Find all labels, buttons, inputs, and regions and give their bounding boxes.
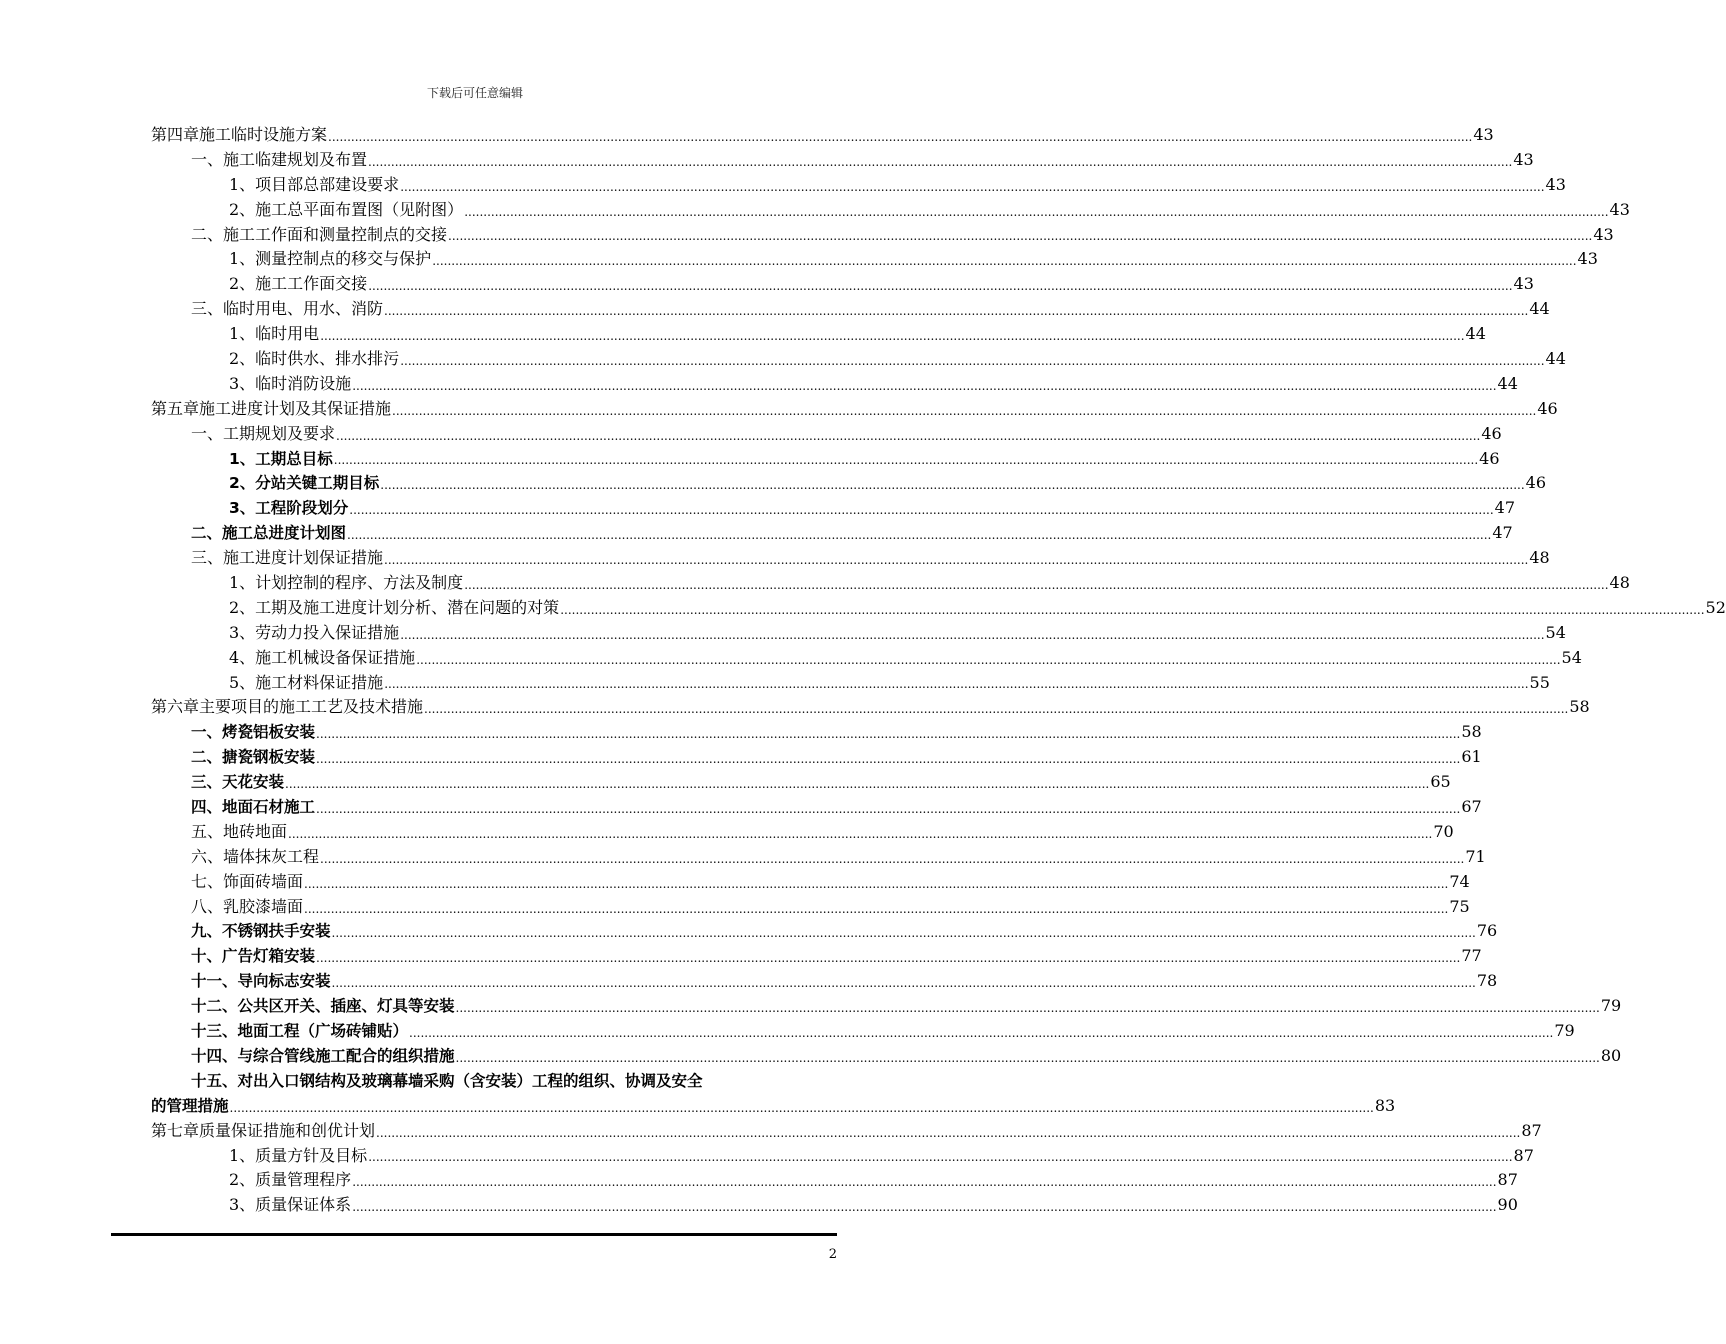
toc-leader-dots: ............................................................................................................................................................................................................................................................................................................ bbox=[400, 179, 1545, 194]
toc-entry-title: 第五章施工进度计划及其保证措施 bbox=[151, 398, 392, 418]
toc-leader-dots: ............................................................................................................................................................................................................................................................................................................ bbox=[380, 478, 1525, 493]
toc-entry[interactable] bbox=[151, 297, 1550, 322]
toc-leader-dots: ............................................................................................................................................................................................................................................................................................................ bbox=[316, 727, 1461, 742]
toc-entry-page: 74 bbox=[1449, 871, 1470, 891]
toc-entry-page: 47 bbox=[1494, 498, 1515, 518]
toc-leader-dots: ............................................................................................................................................................................................................................................................................................................ bbox=[416, 652, 1561, 667]
toc-entry[interactable] bbox=[151, 845, 1486, 870]
toc-entry-page: 48 bbox=[1529, 548, 1550, 568]
toc-entry[interactable] bbox=[151, 1144, 1534, 1169]
toc-entry-page: 54 bbox=[1545, 622, 1566, 642]
toc-entry[interactable] bbox=[151, 646, 1582, 671]
toc-entry-title: 三、天花安装 bbox=[191, 773, 285, 792]
toc-entry[interactable] bbox=[151, 223, 1614, 248]
toc-leader-dots: ............................................................................................................................................................................................................................................................................................................ bbox=[316, 951, 1461, 966]
toc-entry[interactable] bbox=[151, 695, 1590, 720]
table-of-contents bbox=[151, 123, 1726, 1218]
toc-entry-page: 44 bbox=[1465, 324, 1486, 344]
toc-leader-dots: ............................................................................................................................................................................................................................................................................................................ bbox=[352, 1175, 1497, 1190]
page-number: 2 bbox=[828, 1247, 837, 1262]
toc-leader-dots: ............................................................................................................................................................................................................................................................................................................ bbox=[352, 1200, 1497, 1215]
toc-entry-title: 十四、与综合管线施工配合的组织措施 bbox=[191, 1046, 455, 1065]
toc-entry[interactable] bbox=[151, 173, 1566, 198]
toc-entry-title: 三、临时用电、用水、消防 bbox=[191, 299, 384, 319]
toc-entry-page: 44 bbox=[1545, 349, 1566, 368]
toc-leader-dots: ............................................................................................................................................................................................................................................................................................................ bbox=[285, 777, 1430, 792]
toc-entry-title: 一、烤瓷铝板安装 bbox=[191, 723, 316, 742]
toc-entry-title: 的管理措施 bbox=[151, 1096, 229, 1115]
toc-entry-page: 65 bbox=[1430, 772, 1451, 792]
toc-leader-dots: ............................................................................................................................................................................................................................................................................................................ bbox=[349, 503, 1494, 518]
toc-leader-dots: ............................................................................................................................................................................................................................................................................................................ bbox=[368, 279, 1513, 294]
toc-entry[interactable] bbox=[151, 471, 1546, 496]
toc-entry-page: 67 bbox=[1461, 797, 1482, 817]
toc-entry[interactable] bbox=[151, 372, 1518, 397]
toc-leader-dots: ............................................................................................................................................................................................................................................................................................................ bbox=[400, 627, 1545, 642]
toc-entry[interactable] bbox=[151, 422, 1502, 447]
toc-entry-page: 87 bbox=[1521, 1120, 1542, 1140]
toc-entry-page: 48 bbox=[1609, 573, 1630, 593]
toc-entry-title: 十二、公共区开关、插座、灯具等安装 bbox=[191, 997, 455, 1016]
toc-leader-dots: ............................................................................................................................................................................................................................................................................................................ bbox=[352, 378, 1497, 393]
toc-entry-page: 78 bbox=[1476, 971, 1498, 991]
toc-entry-page: 43 bbox=[1513, 149, 1534, 169]
toc-entry-page: 58 bbox=[1461, 722, 1482, 742]
toc-entry-title: 1、项目部总部建设要求 bbox=[229, 174, 400, 194]
toc-entry[interactable] bbox=[151, 1119, 1542, 1144]
toc-entry[interactable] bbox=[151, 123, 1494, 148]
toc-entry-title: 六、墙体抹灰工程 bbox=[191, 846, 320, 866]
toc-entry-page: 46 bbox=[1479, 448, 1500, 468]
toc-entry-page: 47 bbox=[1492, 523, 1513, 543]
toc-entry[interactable] bbox=[151, 820, 1454, 845]
toc-entry[interactable] bbox=[151, 720, 1482, 745]
toc-entry[interactable] bbox=[151, 944, 1482, 969]
toc-leader-dots: ............................................................................................................................................................................................................................................................................................................ bbox=[304, 901, 1449, 916]
toc-entry[interactable] bbox=[151, 745, 1482, 770]
toc-entry[interactable] bbox=[151, 571, 1630, 596]
toc-entry[interactable] bbox=[151, 994, 1622, 1019]
toc-leader-dots: ............................................................................................................................................................................................................................................................................................................ bbox=[320, 329, 1465, 344]
footer-divider bbox=[111, 1233, 837, 1236]
toc-entry[interactable] bbox=[151, 1168, 1518, 1193]
toc-leader-dots: ............................................................................................................................................................................................................................................................................................................ bbox=[288, 826, 1433, 841]
toc-leader-dots: ............................................................................................................................................................................................................................................................................................................ bbox=[464, 577, 1609, 592]
toc-leader-dots: ............................................................................................................................................................................................................................................................................................................ bbox=[455, 1001, 1600, 1016]
toc-entry-page: 52 bbox=[1705, 597, 1726, 617]
toc-entry-title: 二、施工工作面和测量控制点的交接 bbox=[191, 224, 448, 244]
toc-entry-page: 90 bbox=[1497, 1195, 1518, 1215]
toc-entry[interactable] bbox=[151, 596, 1726, 621]
toc-leader-dots: ............................................................................................................................................................................................................................................................................................................ bbox=[392, 403, 1537, 418]
toc-entry-page: 61 bbox=[1461, 747, 1482, 767]
toc-entry-title: 3、劳动力投入保证措施 bbox=[229, 622, 400, 642]
toc-leader-dots: ............................................................................................................................................................................................................................................................................................................ bbox=[432, 254, 1577, 269]
toc-entry-title: 二、施工总进度计划图 bbox=[191, 524, 347, 543]
toc-leader-dots: ............................................................................................................................................................................................................................................................................................................ bbox=[347, 528, 1492, 543]
toc-entry[interactable] bbox=[151, 671, 1550, 696]
toc-leader-dots: ............................................................................................................................................................................................................................................................................................................ bbox=[320, 851, 1465, 866]
toc-entry-title: 四、地面石材施工 bbox=[191, 798, 316, 817]
toc-entry-title: 三、施工进度计划保证措施 bbox=[191, 548, 384, 568]
toc-leader-dots: ............................................................................................................................................................................................................................................................................................................ bbox=[333, 453, 1479, 468]
toc-entry-title: 一、工期规划及要求 bbox=[191, 423, 336, 443]
toc-leader-dots: ............................................................................................................................................................................................................................................................................................................ bbox=[424, 702, 1569, 717]
toc-entry-title: 十一、导向标志安装 bbox=[191, 972, 331, 991]
toc-leader-dots: ............................................................................................................................................................................................................................................................................................................ bbox=[384, 553, 1529, 568]
toc-entry-title: 第六章主要项目的施工工艺及技术措施 bbox=[151, 697, 424, 717]
toc-entry[interactable] bbox=[151, 397, 1558, 422]
toc-entry-title: 3、工程阶段划分 bbox=[229, 499, 349, 518]
toc-leader-dots: ............................................................................................................................................................................................................................................................................................................ bbox=[400, 353, 1545, 368]
toc-entry-page: 87 bbox=[1497, 1170, 1518, 1190]
toc-entry[interactable] bbox=[151, 247, 1598, 272]
toc-entry-title: 二、搪瓷钢板安装 bbox=[191, 748, 316, 767]
toc-entry-title: 第四章施工临时设施方案 bbox=[151, 124, 328, 144]
toc-entry-page: 46 bbox=[1481, 423, 1502, 443]
toc-leader-dots: ............................................................................................................................................................................................................................................................................................................ bbox=[448, 229, 1593, 244]
toc-entry[interactable] bbox=[151, 1019, 1575, 1044]
toc-entry-page: 70 bbox=[1433, 821, 1454, 841]
toc-leader-dots: ............................................................................................................................................................................................................................................................................................................ bbox=[560, 602, 1705, 617]
toc-entry-page: 87 bbox=[1513, 1145, 1534, 1165]
toc-leader-dots: ............................................................................................................................................................................................................................................................................................................ bbox=[384, 304, 1529, 319]
toc-entry-page: 43 bbox=[1545, 174, 1566, 194]
toc-entry-title: 2、质量管理程序 bbox=[229, 1170, 352, 1190]
toc-entry-title: 九、不锈钢扶手安装 bbox=[191, 922, 331, 941]
toc-entry-title: 4、施工机械设备保证措施 bbox=[229, 647, 416, 667]
toc-entry-title: 一、施工临建规划及布置 bbox=[191, 149, 368, 169]
toc-entry[interactable] bbox=[151, 969, 1498, 994]
toc-leader-dots: ............................................................................................................................................................................................................................................................................................................ bbox=[229, 1100, 1374, 1115]
toc-entry-page: 80 bbox=[1600, 1045, 1622, 1065]
toc-entry-title: 2、工期及施工进度计划分析、潜在问题的对策 bbox=[229, 597, 560, 617]
toc-entry-page: 55 bbox=[1529, 672, 1550, 692]
toc-leader-dots: ............................................................................................................................................................................................................................................................................................................ bbox=[316, 752, 1461, 767]
toc-entry-page: 75 bbox=[1449, 896, 1470, 916]
toc-entry[interactable] bbox=[151, 322, 1486, 347]
toc-entry-page: 43 bbox=[1513, 274, 1534, 294]
toc-entry-title: 五、地砖地面 bbox=[191, 821, 288, 841]
toc-entry[interactable] bbox=[151, 770, 1451, 795]
toc-entry-title: 1、工期总目标 bbox=[229, 449, 333, 468]
toc-entry-title: 1、临时用电 bbox=[229, 324, 320, 344]
toc-entry-title: 八、乳胶漆墙面 bbox=[191, 896, 304, 916]
toc-entry[interactable] bbox=[151, 621, 1566, 646]
toc-entry-page: 71 bbox=[1465, 846, 1486, 866]
toc-entry-page: 43 bbox=[1593, 224, 1614, 244]
toc-leader-dots: ............................................................................................................................................................................................................................................................................................................ bbox=[331, 976, 1476, 991]
toc-entry-page: 46 bbox=[1537, 398, 1558, 418]
toc-leader-dots: ............................................................................................................................................................................................................................................................................................................ bbox=[368, 154, 1513, 169]
toc-entry[interactable] bbox=[151, 148, 1534, 173]
toc-entry-page: 43 bbox=[1473, 124, 1494, 144]
toc-entry[interactable] bbox=[151, 795, 1482, 820]
toc-entry[interactable] bbox=[151, 198, 1630, 223]
toc-entry[interactable] bbox=[151, 895, 1470, 920]
toc-entry-title: 1、测量控制点的移交与保护 bbox=[229, 249, 432, 269]
toc-entry-title: 2、分站关键工期目标 bbox=[229, 474, 380, 493]
toc-entry-title: 七、饰面砖墙面 bbox=[191, 871, 304, 891]
toc-entry-wrapped-title[interactable]: 十五、对出入口钢结构及玻璃幕墙采购（含安装）工程的组织、协调及安全 bbox=[191, 1071, 703, 1090]
toc-entry[interactable] bbox=[151, 496, 1515, 521]
toc-entry-page: 79 bbox=[1600, 996, 1622, 1016]
toc-entry[interactable] bbox=[151, 546, 1550, 571]
toc-entry[interactable] bbox=[151, 870, 1470, 895]
toc-entry-page: 76 bbox=[1476, 921, 1498, 941]
toc-leader-dots: ............................................................................................................................................................................................................................................................................................................ bbox=[336, 428, 1481, 443]
toc-entry[interactable] bbox=[151, 521, 1513, 546]
toc-entry-title: 3、质量保证体系 bbox=[229, 1195, 352, 1215]
toc-entry-page: 54 bbox=[1561, 647, 1582, 667]
toc-entry[interactable] bbox=[151, 347, 1566, 372]
toc-entry-title: 1、计划控制的程序、方法及制度 bbox=[229, 573, 464, 593]
toc-entry-page: 44 bbox=[1497, 373, 1518, 393]
toc-entry-title: 2、施工工作面交接 bbox=[229, 274, 368, 294]
toc-leader-dots: ............................................................................................................................................................................................................................................................................................................ bbox=[331, 926, 1476, 941]
toc-leader-dots: ............................................................................................................................................................................................................................................................................................................ bbox=[316, 801, 1461, 816]
toc-entry-title: 2、临时供水、排水排污 bbox=[229, 349, 400, 368]
toc-entry-title: 3、临时消防设施 bbox=[229, 373, 352, 393]
toc-entry-page: 83 bbox=[1374, 1095, 1396, 1115]
toc-leader-dots: ............................................................................................................................................................................................................................................................................................................ bbox=[409, 1025, 1554, 1040]
toc-entry-title: 1、质量方针及目标 bbox=[229, 1145, 368, 1165]
page-header: 下载后可任意编辑 bbox=[426, 86, 523, 100]
toc-entry-title: 第七章质量保证措施和创优计划 bbox=[151, 1120, 376, 1140]
toc-leader-dots: ............................................................................................................................................................................................................................................................................................................ bbox=[455, 1050, 1600, 1065]
toc-entry[interactable] bbox=[151, 1044, 1622, 1069]
toc-entry-page: 58 bbox=[1569, 697, 1590, 717]
toc-entry-page: 79 bbox=[1554, 1021, 1575, 1041]
toc-entry-title: 5、施工材料保证措施 bbox=[229, 672, 384, 692]
toc-leader-dots: ............................................................................................................................................................................................................................................................................................................ bbox=[384, 677, 1529, 692]
toc-leader-dots: ............................................................................................................................................................................................................................................................................................................ bbox=[328, 129, 1473, 144]
toc-entry-page: 77 bbox=[1461, 946, 1482, 966]
toc-leader-dots: ............................................................................................................................................................................................................................................................................................................ bbox=[368, 1150, 1513, 1165]
toc-leader-dots: ............................................................................................................................................................................................................................................................................................................ bbox=[304, 876, 1449, 891]
toc-entry-title: 2、施工总平面布置图（见附图） bbox=[229, 199, 464, 219]
toc-entry[interactable] bbox=[151, 920, 1498, 945]
toc-entry-page: 46 bbox=[1525, 473, 1546, 493]
toc-leader-dots: ............................................................................................................................................................................................................................................................................................................ bbox=[376, 1125, 1521, 1140]
toc-entry-title: 十、广告灯箱安装 bbox=[191, 947, 316, 966]
toc-entry[interactable] bbox=[151, 272, 1534, 297]
toc-entry[interactable] bbox=[151, 1094, 1396, 1119]
toc-entry-page: 43 bbox=[1577, 249, 1598, 269]
toc-entry-page: 43 bbox=[1609, 199, 1630, 219]
toc-entry[interactable] bbox=[151, 447, 1500, 472]
toc-entry[interactable] bbox=[151, 1193, 1518, 1218]
toc-entry-page: 44 bbox=[1529, 299, 1550, 319]
toc-leader-dots: ............................................................................................................................................................................................................................................................................................................ bbox=[464, 204, 1609, 219]
toc-entry-title: 十三、地面工程（广场砖铺贴） bbox=[191, 1022, 409, 1041]
